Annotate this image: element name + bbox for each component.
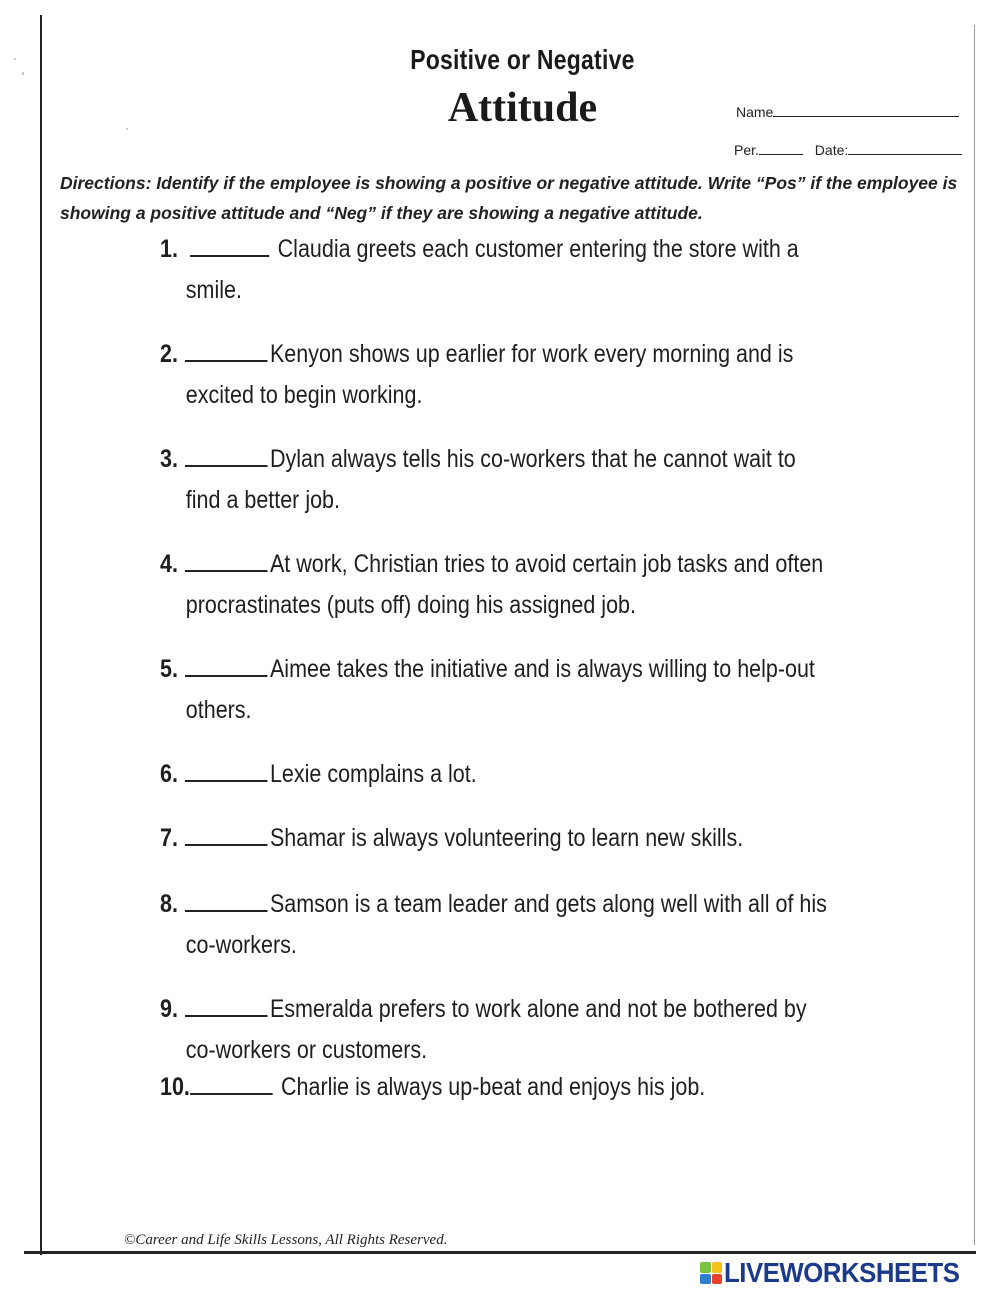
scan-speck bbox=[22, 72, 24, 75]
question-text-line1: Samson is a team leader and gets along well with all of his bbox=[269, 890, 827, 918]
answer-blank-10[interactable] bbox=[190, 1071, 273, 1095]
question-number: 1. bbox=[160, 235, 178, 263]
answer-blank-7[interactable] bbox=[185, 822, 268, 846]
answer-blank-6[interactable] bbox=[185, 758, 268, 782]
date-label: Date: bbox=[814, 142, 849, 158]
bottom-rule bbox=[24, 1251, 976, 1254]
liveworksheets-wordmark: LIVEWORKSHEETS bbox=[724, 1257, 960, 1288]
question-text-line1: Kenyon shows up earlier for work every morning and is bbox=[269, 340, 794, 368]
question-number: 5. bbox=[160, 655, 178, 683]
question-number: 8. bbox=[160, 890, 178, 918]
answer-blank-5[interactable] bbox=[185, 653, 268, 677]
question-text-line1: Charlie is always up-beat and enjoys his job. bbox=[281, 1073, 706, 1101]
answer-blank-8[interactable] bbox=[185, 888, 268, 912]
question-10 bbox=[160, 1067, 900, 1108]
question-text-line1: Claudia greets each customer entering the store with a bbox=[277, 235, 799, 263]
question-text-line1: Dylan always tells his co-workers that he cannot wait to bbox=[269, 445, 796, 473]
question-text-line2: excited to begin working. bbox=[185, 381, 423, 409]
question-text-line1: Aimee takes the initiative and is always willing to help-out bbox=[269, 655, 815, 683]
question-number: 9. bbox=[160, 995, 178, 1023]
question-number: 6. bbox=[160, 760, 178, 788]
question-text-line2: find a better job. bbox=[185, 486, 340, 514]
question-text-line2: others. bbox=[185, 696, 252, 724]
question-text-line2: smile. bbox=[185, 276, 242, 304]
period-label: Per. bbox=[734, 142, 759, 158]
scan-speck bbox=[14, 58, 16, 60]
name-blank-line[interactable] bbox=[773, 104, 959, 117]
question-2 bbox=[160, 334, 900, 416]
period-blank-line[interactable] bbox=[759, 142, 803, 155]
worksheet-title-line1: Positive or Negative bbox=[410, 44, 635, 75]
question-3 bbox=[160, 439, 900, 521]
period-date-field[interactable] bbox=[734, 142, 962, 158]
answer-blank-4[interactable] bbox=[185, 548, 268, 572]
directions-text: Directions: Identify if the employee is showing a positive or negative attitude. Write “Pos” if the employee is showing a positive attitude and “Neg” if they are showing a negative attitude. bbox=[60, 173, 958, 223]
question-9 bbox=[160, 989, 900, 1071]
question-number: 7. bbox=[160, 824, 178, 852]
question-6 bbox=[160, 754, 900, 795]
answer-blank-1[interactable] bbox=[190, 233, 269, 257]
question-1 bbox=[160, 229, 900, 311]
question-text-line2: co-workers. bbox=[185, 931, 297, 959]
question-number: 10. bbox=[160, 1073, 190, 1101]
name-field[interactable] bbox=[736, 104, 959, 120]
liveworksheets-logo-icon bbox=[700, 1262, 722, 1284]
liveworksheets-brand[interactable] bbox=[700, 1258, 980, 1288]
question-text-line1: At work, Christian tries to avoid certain job tasks and often bbox=[269, 550, 824, 578]
question-text-line2: co-workers or customers. bbox=[185, 1036, 428, 1064]
question-number: 3. bbox=[160, 445, 178, 473]
question-5 bbox=[160, 649, 900, 731]
question-4 bbox=[160, 544, 900, 626]
question-7 bbox=[160, 818, 900, 859]
date-blank-line[interactable] bbox=[848, 142, 962, 155]
answer-blank-2[interactable] bbox=[185, 338, 268, 362]
answer-blank-3[interactable] bbox=[185, 443, 268, 467]
question-8 bbox=[160, 884, 900, 966]
worksheet-title-line2: Attitude bbox=[447, 85, 598, 131]
name-label: Name bbox=[736, 104, 774, 120]
left-margin-rule bbox=[40, 15, 42, 1255]
question-number: 2. bbox=[160, 340, 178, 368]
question-text-line1: Lexie complains a lot. bbox=[269, 760, 477, 788]
right-margin-rule bbox=[974, 25, 975, 1245]
question-text-line2: procrastinates (puts off) doing his assigned job. bbox=[185, 591, 636, 619]
question-number: 4. bbox=[160, 550, 178, 578]
question-text-line1: Esmeralda prefers to work alone and not be bothered by bbox=[269, 995, 807, 1023]
question-text-line1: Shamar is always volunteering to learn new skills. bbox=[269, 824, 744, 852]
copyright-notice: ©Career and Life Skills Lessons, All Rights Reserved. bbox=[124, 1232, 448, 1248]
answer-blank-9[interactable] bbox=[185, 993, 268, 1017]
